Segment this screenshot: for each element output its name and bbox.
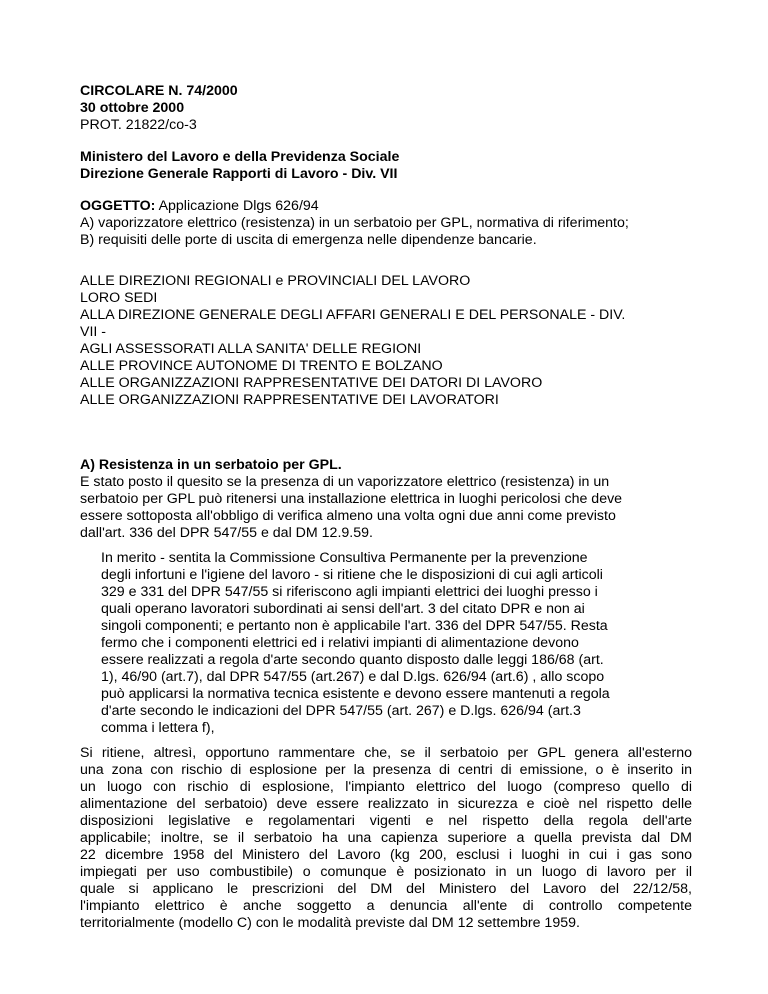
paragraph-line: 22 dicembre 1958 del Ministero del Lavoro (kg 200, esclusi i luoghi in cui i gas sono	[80, 847, 692, 863]
paragraph-line: E stato posto il quesito se la presenza di un vaporizzatore elettrico (resistenza) in un	[80, 474, 610, 490]
subject-label: OGGETTO:	[80, 198, 156, 214]
paragraph-line: d'arte secondo le indicazioni del DPR 547/55 (art. 267) e D.lgs. 626/94 (art.3	[101, 703, 581, 719]
paragraph-line: 329 e 331 del DPR 547/55 si riferiscono agli impianti elettrici dei luoghi presso i	[101, 584, 598, 600]
paragraph-line: quali operano lavoratori subordinati ai sensi dell'art. 3 del citato DPR e non ai	[101, 601, 585, 617]
paragraph-line: un luogo con rischio di esplosione, l'impianto elettrico del luogo (compreso quello di	[80, 779, 692, 795]
recipient-line: ALLE ORGANIZZAZIONI RAPPRESENTATIVE DEI LAVORATORI	[80, 392, 499, 408]
paragraph-line: dall'art. 336 del DPR 547/55 e dal DM 12.9.59.	[80, 525, 373, 541]
subject-item-a: A) vaporizzatore elettrico (resistenza) in un serbatoio per GPL, normativa di riferimento;	[80, 215, 629, 231]
paragraph-line: fermo che i componenti elettrici ed i relativi impianti di alimentazione devono	[101, 635, 579, 651]
ministry-division: Direzione Generale Rapporti di Lavoro - Div. VII	[80, 166, 398, 182]
paragraph-line: quale si applicano le prescrizioni del DM del Ministero del Lavoro del 22/12/58,	[80, 881, 692, 897]
circolare-number: CIRCOLARE N. 74/2000	[80, 83, 238, 99]
paragraph-line: serbatoio per GPL può ritenersi una installazione elettrica in luoghi pericolosi che deve	[80, 491, 623, 507]
subject-item-b: B) requisiti delle porte di uscita di emergenza nelle dipendenze bancarie.	[80, 232, 537, 248]
paragraph-line: l'impianto elettrico è anche soggetto a denuncia all'ente di controllo competente	[80, 898, 692, 914]
subject-line	[80, 198, 692, 215]
recipient-line: ALLE PROVINCE AUTONOME DI TRENTO E BOLZANO	[80, 358, 443, 374]
section-a-answer	[101, 550, 686, 737]
paragraph-line: alimentazione del serbatoio) deve essere realizzato in sicurezza e cioè nel rispetto delle	[80, 796, 692, 812]
ministry-block	[80, 149, 692, 183]
paragraph-line: impiegati per uso combustibile) o comunque è posizionato in un luogo di lavoro per il	[80, 864, 692, 880]
document-page	[80, 83, 692, 932]
paragraph-line: essere sottoposta all'obbligo di verifica almeno una volta ogni due anni come previsto	[80, 508, 616, 524]
recipient-line: ALLE DIREZIONI REGIONALI e PROVINCIALI DEL LAVORO	[80, 273, 471, 289]
recipient-line: ALLE ORGANIZZAZIONI RAPPRESENTATIVE DEI DATORI DI LAVORO	[80, 375, 543, 391]
subject-block	[80, 198, 692, 249]
paragraph-line: 1), 46/90 (art.7), dal DPR 547/55 (art.267) e dal D.lgs. 626/94 (art.6) , allo scopo	[101, 669, 605, 685]
document-header	[80, 83, 692, 134]
paragraph-line: territorialmente (modello C) con le modalità previste dal DM 12 settembre 1959.	[80, 915, 580, 931]
paragraph-line: disposizioni legislative e regolamentari vigenti e nel rispetto della regola dell'arte	[80, 813, 692, 829]
paragraph-line: In merito - sentita la Commissione Consultiva Permanente per la prevenzione	[101, 550, 588, 566]
protocol-number: PROT. 21822/co-3	[80, 117, 197, 133]
paragraph-line: può applicarsi la normativa tecnica esistente e devono essere mantenuti a regola	[101, 686, 610, 702]
paragraph-line: singoli componenti; e pertanto non è applicabile l'art. 336 del DPR 547/55. Resta	[101, 618, 608, 634]
section-a-heading: A) Resistenza in un serbatoio per GPL.	[80, 457, 342, 473]
subject-text: Applicazione Dlgs 626/94	[155, 198, 319, 214]
recipients-list	[80, 273, 692, 409]
ministry-name: Ministero del Lavoro e della Previdenza Sociale	[80, 149, 400, 165]
recipient-line: VII -	[80, 324, 107, 340]
recipient-line: AGLI ASSESSORATI ALLA SANITA' DELLE REGIONI	[80, 341, 422, 357]
section-a-further	[80, 745, 692, 932]
recipient-line: LORO SEDI	[80, 290, 158, 306]
paragraph-line: Si ritiene, altresì, opportuno rammentare che, se il serbatoio per GPL genera all'esterno	[80, 745, 692, 761]
circolare-date: 30 ottobre 2000	[80, 100, 185, 116]
paragraph-line: degli infortuni e l'igiene del lavoro - si ritiene che le disposizioni di cui agli articoli	[101, 567, 603, 583]
paragraph-line: una zona con rischio di esplosione per la presenza di centri di emissione, o è inserito in	[80, 762, 692, 778]
paragraph-line: comma i lettera f),	[101, 720, 215, 736]
paragraph-line: applicabile; inoltre, se il serbatoio ha una capienza superiore a quella prevista dal DM	[80, 830, 692, 846]
paragraph-line: essere realizzati a regola d'arte secondo quanto disposto dalle leggi 186/68 (art.	[101, 652, 604, 668]
section-a-question	[80, 474, 692, 542]
section-a	[80, 457, 692, 932]
recipient-line: ALLA DIREZIONE GENERALE DEGLI AFFARI GENERALI E DEL PERSONALE - DIV.	[80, 307, 626, 323]
